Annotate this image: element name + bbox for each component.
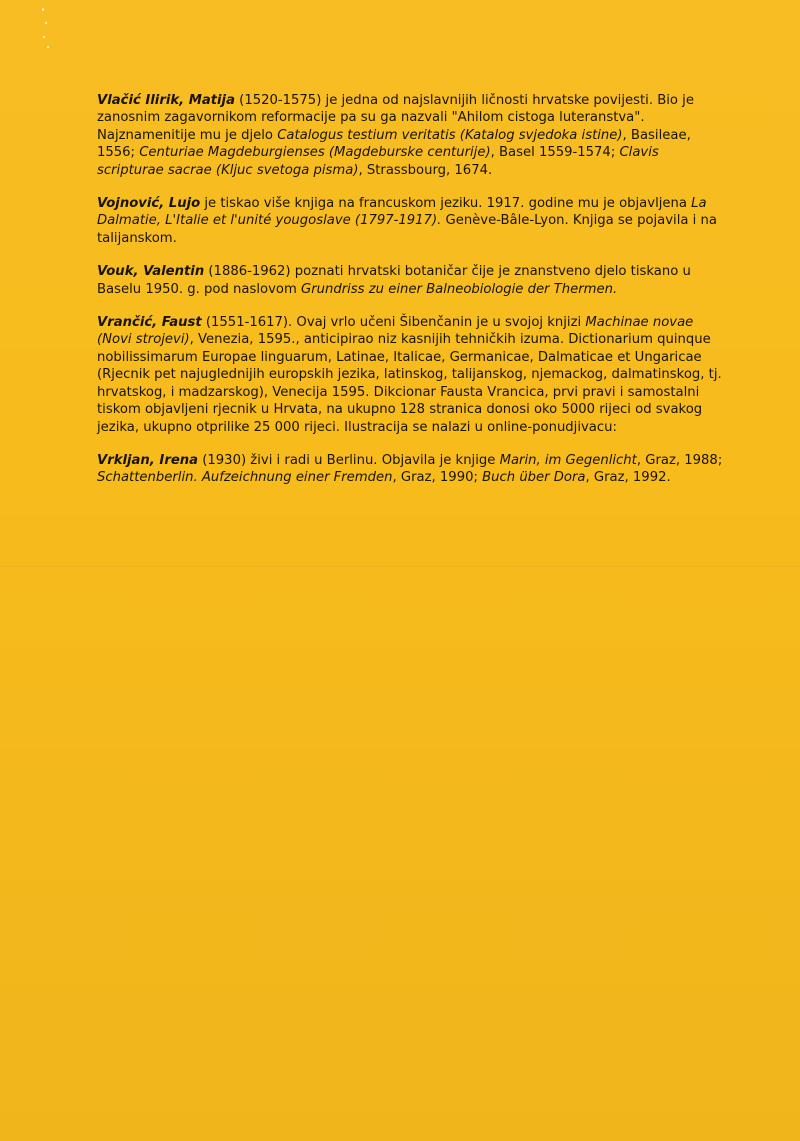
paper-fold-line — [0, 566, 800, 568]
entry-text: , Basel 1559-1574; — [490, 145, 620, 161]
entry-title: Catalogus testium veritatis (Katalog svjedoka istine) — [277, 127, 623, 143]
entry-title: Clavis scripturae sacrae (Kljuc svetoga pisma) — [97, 145, 659, 178]
entry-title: Centuriae Magdeburgienses (Magdeburske centurije) — [139, 145, 491, 161]
entry-title: Grundriss zu einer Balneobiologie der Thermen. — [300, 281, 618, 297]
entry-text: , Strassbourg, 1674. — [358, 162, 493, 178]
entry-title: Marin, im Gegenlicht — [499, 452, 637, 468]
entry-text: (1551-1617). Ovaj vrlo učeni Šibenčanin je u svojoj knjizi — [201, 315, 586, 331]
entry-name: Vlačić Ilirik, Matija — [97, 93, 235, 108]
entry-name: Vrkljan, Irena — [97, 452, 199, 468]
entry-title: Machinae novae (Novi strojevi) — [97, 315, 694, 348]
entry-text: , Graz, 1992. — [585, 470, 671, 486]
entry-text: je tiskao više knjiga na francuskom jeziku. 1917. godine mu je objavljena — [200, 196, 692, 212]
entry-title: Buch über Dora — [482, 470, 586, 486]
entry-name: Vouk, Valentin — [97, 264, 205, 280]
entry-title: Schattenberlin. Aufzeichnung einer Fremden — [97, 470, 393, 486]
entry-text: (1520-1575) je jedna od najslavnijih ličnosti hrvatske povijesti. Bio je zanosnim zagavornikom reformacije pa su ga nazvali "Ahilom cistoga luteranstva". Najznamenitije mu je djelo — [97, 93, 694, 143]
entry-text: (1930) živi i radi u Berlinu. Objavila je knjige — [198, 452, 500, 468]
entry-name: Vrančić, Faust — [97, 315, 202, 331]
entry-title: La Dalmatie, L'Italie et l'unité yougoslave (1797-1917). — [97, 196, 707, 229]
document-body — [97, 92, 727, 503]
entry-text: Genève-Bâle-Lyon. Knjiga se pojavila i na talijanskom. — [97, 213, 717, 246]
entry-text: , Basileae, 1556; — [97, 127, 691, 161]
entry-vrkljan — [97, 452, 727, 487]
entry-name: Vojnović, Lujo — [97, 196, 201, 212]
entry-vlacic — [97, 92, 727, 179]
entry-text: , Venezia, 1595., anticipirao niz kasnijih tehničkih izuma. Dictionarium quinque nobilissimarum Europae linguarum, Latinae, Italicae, Germanicae, Dalmaticae et Ungaricae (Rjecnik pet najuglednijih europskih jezika, latinskog, talijanskog, njemackog, dalmatinskog, tj. hrvatskog, i madzarskog), Venecija 1595. Dikcionar Fausta Vrancica, prvi pravi i samostalni tiskom objavljeni rjecnik u Hrvata, na ukupno 128 stranica donosi oko 5000 rijeci od svakog jezika, ukupno otprilike 25 000 rijeci. Ilustracija se nalazi u online-ponudjivacu: — [97, 332, 722, 435]
entry-vojnovic — [97, 195, 727, 247]
entry-text: (1886-1962) poznati hrvatski botaničar čije je znanstveno djelo tiskano u Baselu 1950. g. pod naslovom — [97, 264, 691, 297]
entry-text: , Graz, 1988; — [636, 452, 723, 468]
entry-vouk — [97, 263, 727, 298]
entry-text: , Graz, 1990; — [392, 470, 483, 486]
entry-vrancic — [97, 314, 727, 436]
paper-specks — [40, 6, 54, 50]
